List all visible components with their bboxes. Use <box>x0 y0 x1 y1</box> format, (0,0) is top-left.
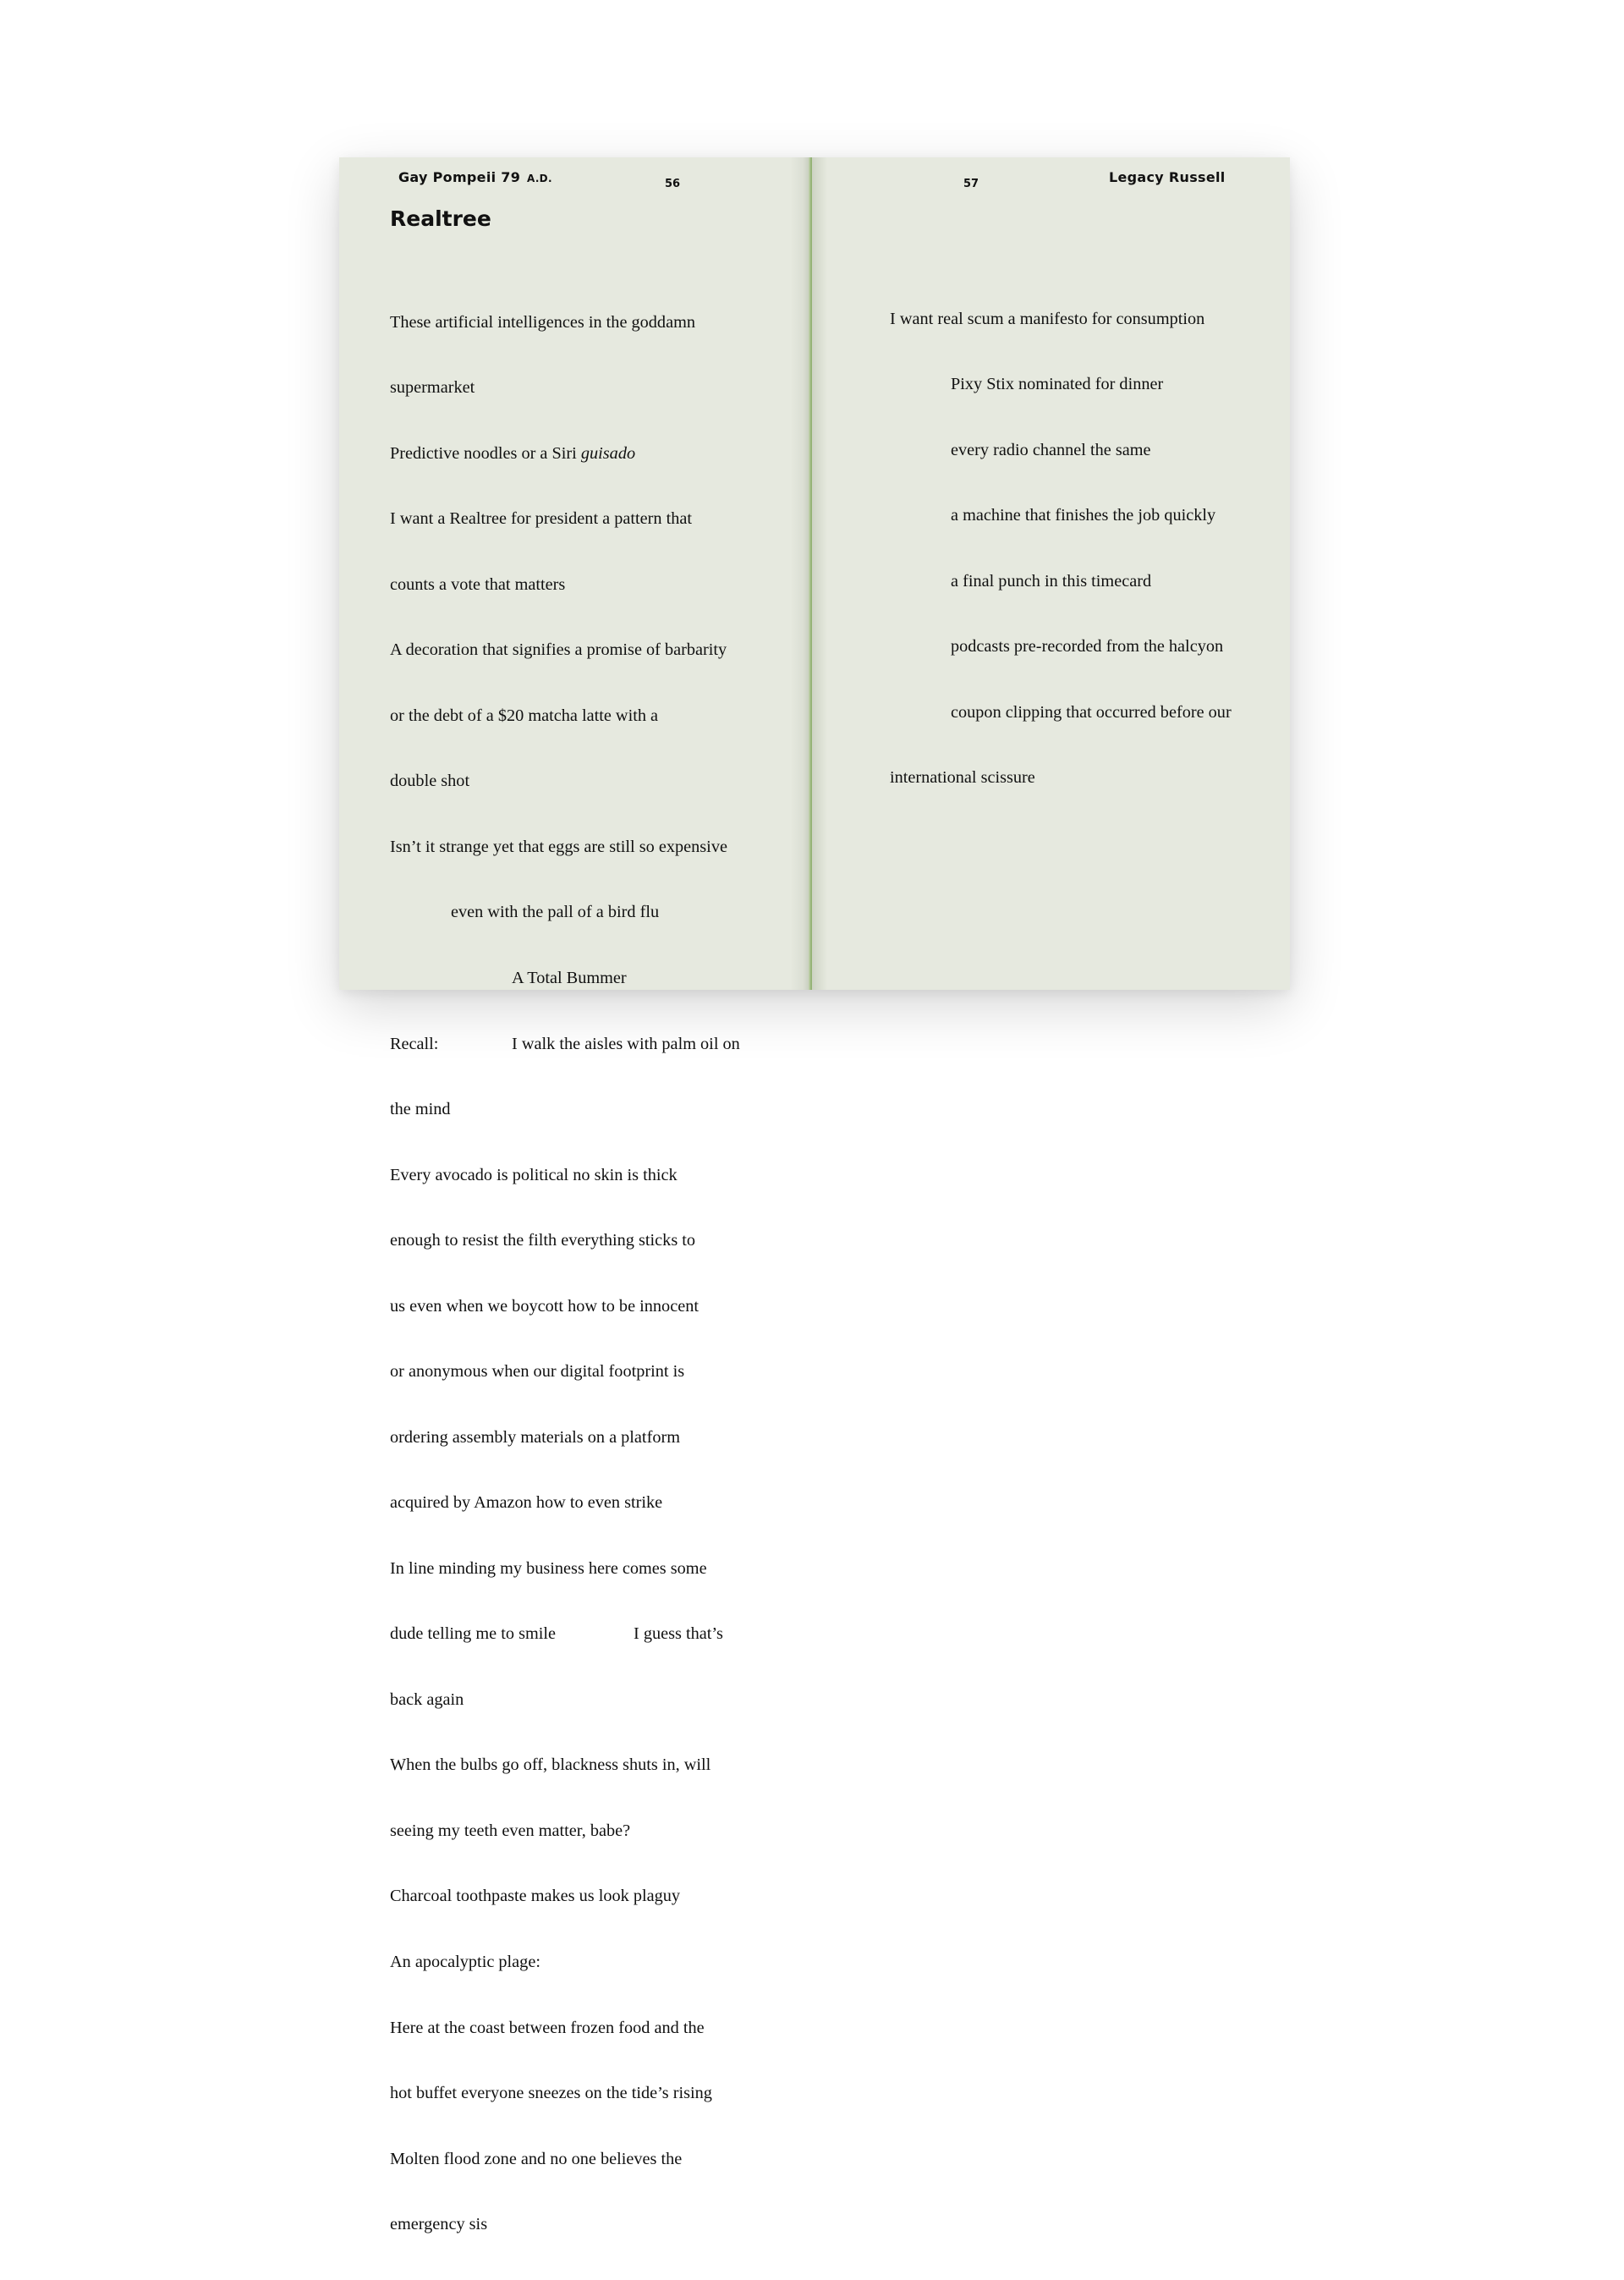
poem-line: acquired by Amazon how to even strike <box>390 1493 663 1513</box>
poem-line: These artificial intelligences in the goddamn <box>390 312 695 332</box>
poem-line <box>390 1034 740 1056</box>
poem-line-part: dude telling me to smile <box>390 1624 557 1644</box>
poem-title: Realtree <box>390 206 491 231</box>
book-title-suffix: A.D. <box>527 173 552 184</box>
book-title: Gay Pompeii 79 <box>398 169 521 185</box>
poem-line: I want real scum a manifesto for consumption <box>890 309 1205 328</box>
poem-line: hot buffet everyone sneezes on the tide’s rising <box>390 2084 712 2103</box>
poem-text-left <box>390 268 740 2280</box>
poem-line: When the bulbs go off, blackness shuts in, will <box>390 1755 711 1775</box>
poem-line: us even when we boycott how to be innocent <box>390 1296 699 1316</box>
poem-line: emergency sis <box>390 2215 488 2234</box>
poem-line: enough to resist the filth everything sticks to <box>390 1231 696 1250</box>
poem-line: An apocalyptic plage: <box>390 1952 540 1971</box>
poem-line: international scissure <box>890 768 1035 788</box>
poem-line: Here at the coast between frozen food and the <box>390 2018 705 2037</box>
page-number-right: 57 <box>963 178 979 190</box>
poem-line: Pixy Stix nominated for dinner <box>951 375 1164 394</box>
right-page <box>812 157 1290 990</box>
poem-line: Every avocado is political no skin is thick <box>390 1165 678 1184</box>
left-page <box>339 157 812 2234</box>
poem-line <box>390 1623 740 1645</box>
poem-line <box>390 443 740 465</box>
poem-line: or the debt of a $20 matcha latte with a <box>390 706 659 725</box>
poem-line: supermarket <box>390 378 475 398</box>
poem-line: counts a vote that matters <box>390 574 566 594</box>
poem-line: Charcoal toothpaste makes us look plaguy <box>390 1887 681 1906</box>
poem-line: A decoration that signifies a promise of barbarity <box>390 640 727 660</box>
poem-line: I want a Realtree for president a pattern that <box>390 509 693 529</box>
poem-line: back again <box>390 1689 464 1709</box>
poem-line-part: I guess that’s <box>634 1624 723 1644</box>
book-spread <box>339 157 1290 2234</box>
poem-line: every radio channel the same <box>951 440 1151 459</box>
poem-line: double shot <box>390 772 470 791</box>
poem-line: A Total Bummer <box>512 969 627 987</box>
poem-line: podcasts pre-recorded from the halcyon <box>951 637 1224 657</box>
poem-line-part: Predictive noodles or a Siri <box>390 443 581 463</box>
running-head-left <box>398 169 552 185</box>
gutter-shadow <box>812 157 827 990</box>
poem-line: Isn’t it strange yet that eggs are still so expensive <box>390 837 727 856</box>
poem-line: coupon clipping that occurred before our <box>951 702 1232 722</box>
poem-line: the mind <box>390 1100 451 1119</box>
author-name: Legacy Russell <box>1109 169 1226 185</box>
poem-line: Molten flood zone and no one believes the <box>390 2149 683 2168</box>
poem-line: even with the pall of a bird flu <box>451 903 660 922</box>
poem-line: In line minding my business here comes some <box>390 1558 707 1578</box>
poem-line: ordering assembly materials on a platform <box>390 1427 680 1447</box>
poem-line-part: Recall: <box>390 1034 439 1053</box>
poem-line: seeing my teeth even matter, babe? <box>390 1821 631 1840</box>
poem-line: a final punch in this timecard <box>951 571 1152 591</box>
poem-line: or anonymous when our digital footprint is <box>390 1362 685 1382</box>
poem-line-part: I walk the aisles with palm oil on <box>512 1034 740 1053</box>
poem-text-right <box>890 265 1232 833</box>
poem-line: a machine that finishes the job quickly <box>951 506 1216 525</box>
page-number-left: 56 <box>665 178 681 190</box>
poem-line-italic: guisado <box>580 443 636 463</box>
